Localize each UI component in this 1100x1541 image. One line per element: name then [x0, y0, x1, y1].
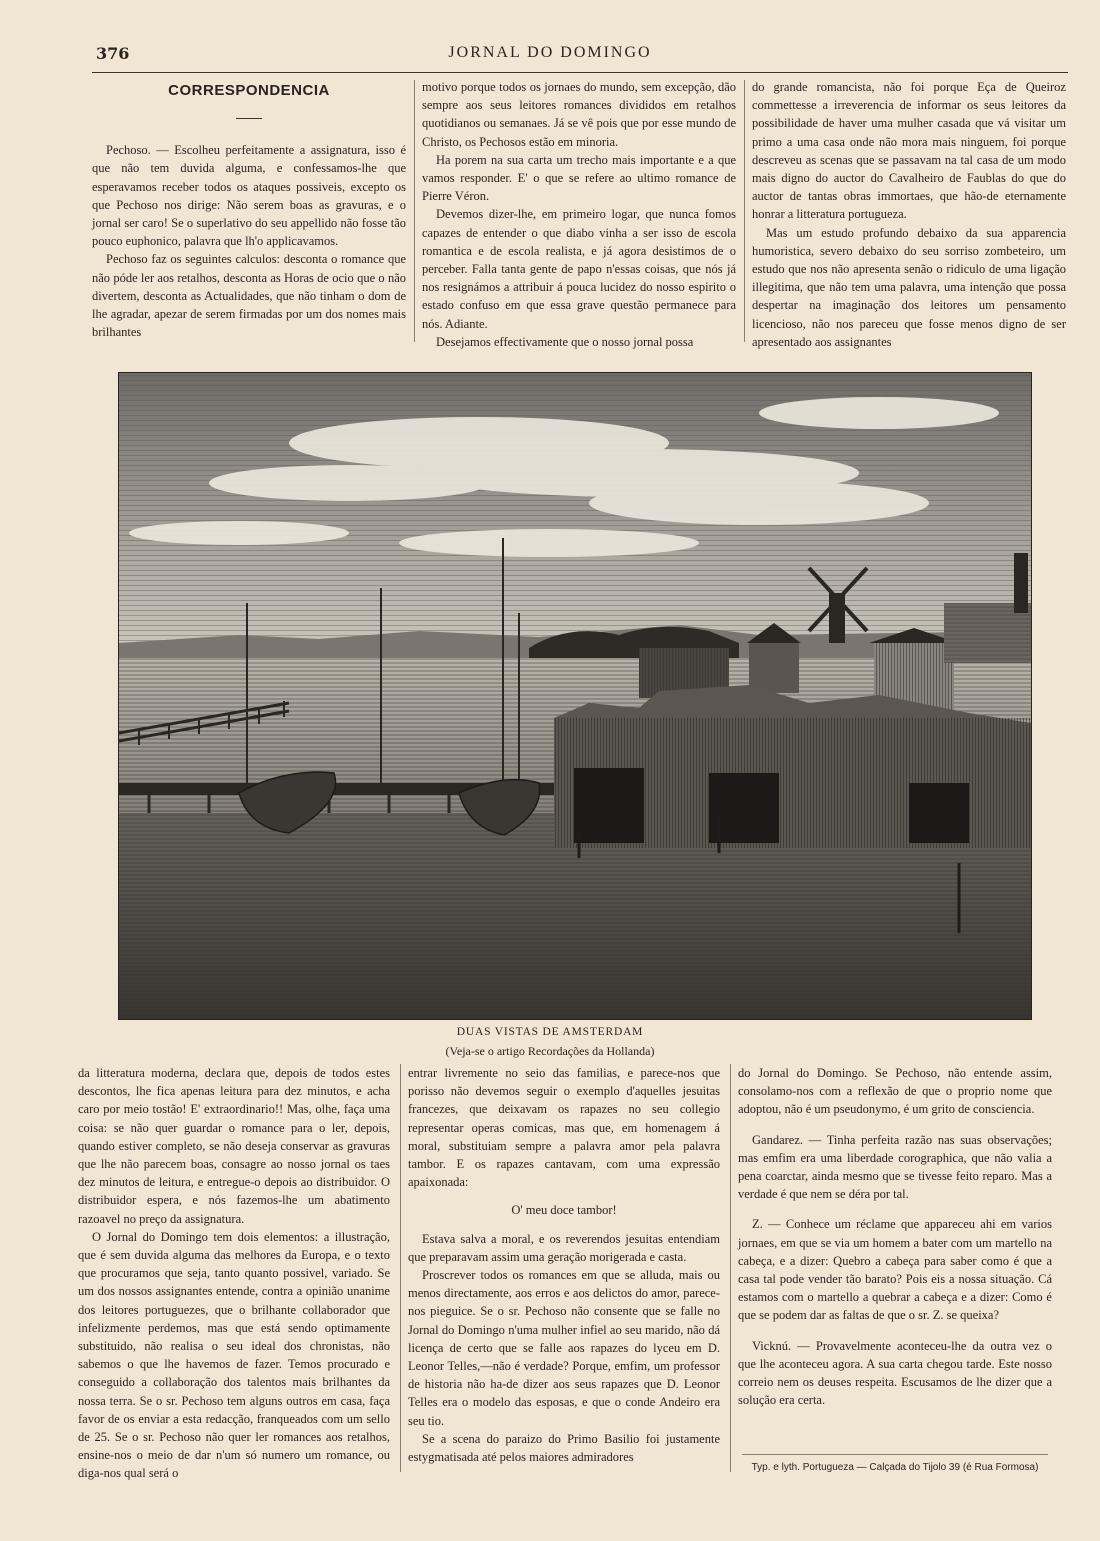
bottom-column-3: [738, 1064, 1052, 1409]
bottom-column-1: [78, 1064, 390, 1483]
bottom-column-2: [408, 1064, 720, 1466]
paragraph: Pechoso. — Escolheu perfeitamente a assignatura, isso é que não tem duvida alguma, e confessamos-lhe que esperavamos receber todos os ataques possiveis, excepto os que Pechoso nos dirige: Não serem boas as gravuras, e o jornal ser caro! Se o superlativo do seu appellido não fosse tão pouco euphonico, palavra que lh'o applicavamos.: [92, 143, 406, 249]
column-divider: [414, 80, 415, 342]
paragraph: Proscrever todos os romances em que se alluda, mais ou menos directamente, aos erros e aos delictos do amor, parece-nos pieguice. Se o sr. Pechoso não consente que se falle no Jornal do Domingo n'uma mulher infiel ao seu marido, não dá licença de certo que se falle aos rapazes do lyceu em D. Leonor Telles,—não é verdade? Porque, emfim, um professor de historia não ha-de dizer aos seus rapazes que D. Leonor Telles era o modelo das esposas, e que o conde Andeiro era seu tio.: [408, 1268, 720, 1428]
quote: O' meu doce tambor!: [511, 1203, 617, 1218]
paragraph: Ha porem na sua carta um trecho mais importante e a que vamos responder. E' o que se refere ao ultimo romance de Pierre Véron.: [422, 152, 736, 204]
paragraph: Vicknú. — Provavelmente aconteceu-lhe da outra vez o que lhe aconteceu agora. A sua carta chegou tarde. Este nosso correio nem os deuses respeita. Escusamos de lhe dizer que a solução era certa.: [738, 1338, 1052, 1408]
paragraph: Desejamos effectivamente que o nosso jornal possa: [436, 334, 694, 349]
engraving-amsterdam: [118, 372, 1032, 1020]
section-title: CORRESPONDENCIA: [168, 82, 330, 99]
paragraph: Z. — Conhece um réclame que appareceu ahi em varios jornaes, em que se via um homem a bater com um martello na cabeça, e a dizer: Quebro a cabeça para saber como é que a casa tal pode vender tão barato? Pois eis a nossa situação. Cá estamos com o martello a quebrar a cabeça e a dizer: Como é que se podem dar as faltas de que o sr. Z. se queixa?: [738, 1217, 1052, 1323]
paragraph: Mas um estudo profundo debaixo da sua apparencia humoristica, severo debaixo do seu sorriso zombeteiro, um estudo que nos não apresenta senão o ridiculo de uma ligação illegitima, que não tem uma palavra, uma intenção que possa despertar na imaginação dos leitores um pensamento licencioso, não nos pareceu que fosse menos digno de ser apresentado aos assignantes: [752, 225, 1066, 349]
footer-imprint: Typ. e lyth. Portugueza — Calçada do Tijolo 39 (é Rua Formosa): [751, 1462, 1039, 1473]
paragraph: Gandarez. — Tinha perfeita razão nas suas observações; mas emfim era uma liberdade corographica, que não valia a pena coarctar, ainda mesmo que se tivesse feito reparo. Mas a verdade é que nem se déra por tal.: [738, 1132, 1052, 1202]
paragraph: Devemos dizer-lhe, em primeiro logar, que nunca fomos capazes de entender o que diabo vinha a ser isso de escola romantica e de escola realista, e já agora desistimos de o perceber. Falla tanta gente de papo n'essas coisas, que nós já nos resignámos a attribuir á pouca lucidez do nosso espirito o estado confuso em que essa grave questão permanece para nós. Adiante.: [422, 207, 736, 331]
page-number: 376: [96, 44, 130, 63]
paragraph: Se a scena do paraizo do Primo Basilio foi justamente estygmatisada até pelos maiores admiradores: [408, 1431, 720, 1465]
column-divider: [730, 1064, 731, 1472]
paragraph: entrar livremente no seio das familias, e parece-nos que porisso não devemos seguir o exemplo d'aquelles jesuitas francezes, que deixavam os rapazes no seu collegio representar operas comicas, mas que, em homenagem á moral, substituiam sempre a palavra amor pela palavra tambor. E os rapazes cantavam, com uma expressão apaixonada:: [408, 1066, 720, 1190]
top-column-1: [92, 82, 406, 341]
footer-rule: [742, 1454, 1048, 1455]
section-rule: [236, 118, 262, 119]
paragraph: O Jornal do Domingo tem dois elementos: a illustração, que é sem duvida alguma das melhores da Europa, e o texto que procuramos que seja, tanto quanto possivel, variado. Se um dos nossos assignantes entende, contra a opinião unanime dos leitores portuguezes, que o brilhante collaborador que infelizmente perdemos, mas que está sendo optimamente substituido, não realisa o seu ideal dos chronistas, não sabemos o que lhe havemos de fazer. Temos procurado e conseguido a collaboração dos talentos mais brilhantes da nossa terra. Se o sr. Pechoso tem alguns outros em casa, faça favor de os enviar a esta redacção, franqueados com um sello de 25. Se o sr. Pechoso não quer ler romances aos retalhos, ensine-nos o meio de dar n'um só numero um romance, ou diga-nos qual será o: [78, 1229, 390, 1481]
column-divider: [744, 80, 745, 342]
paragraph: motivo porque todos os jornaes do mundo, sem excepção, dão sempre aos seus leitores romances divididos em retalhos quotidianos ou semanaes. Já se vê pois que por esse mundo de Christo, os Pechosos estão em minoria.: [422, 80, 736, 149]
header-rule: [92, 72, 1068, 73]
engraving-subcaption: (Veja-se o artigo Recordações da Hollanda): [445, 1044, 655, 1058]
journal-title: JORNAL DO DOMINGO: [448, 44, 652, 61]
column-divider: [400, 1064, 401, 1472]
paragraph: da litteratura moderna, declara que, depois de todos estes descontos, lhe fica apenas leitura para dez minutos, e acha caro por meio tostão! E' extraordinario!! Mas, olhe, faça uma coisa: se não quer guardar o romance para o ler, depois, quando estiver completo, se não deseja conservar as gravuras que lhe não parecem boas, consagre ao nosso jornal os taes dez minutos de leitura, e entregue-o depois ao distribuidor. O distribuidor espera, e nós fazemos-lhe um abatimento razoavel no preço da assignatura.: [78, 1066, 390, 1226]
paragraph: do Jornal do Domingo. Se Pechoso, não entende assim, consolamo-nos com a reflexão de que o proprio nome que adoptou, não é um pseudonymo, é um grito de consciencia.: [738, 1066, 1052, 1117]
paragraph: Pechoso faz os seguintes calculos: desconta o romance que não póde ler aos retalhos, desconta as Horas de ocio que o não divertem, desconta as Actualidades, que não tinham o dom de lhe agradar, apezar de serem firmadas por um dos nomes mais brilhantes: [92, 252, 406, 340]
paragraph: do grande romancista, não foi porque Eça de Queiroz commettesse a irreverencia de informar os seus leitores da possibilidade de haver uma mulher casada que vá visitar um primo a uma casa onde não mora mais ninguem, foi porque descreveu as scenas que se passavam na tal casa de um modo mais digno do auctor do Cavalheiro de Faublas do que do auctor de tantas obras immortaes, que hão-de eternamente honrar a litteratura portugueza.: [752, 80, 1066, 222]
top-column-2: [422, 78, 736, 351]
paragraph: Estava salva a moral, e os reverendos jesuitas entendiam que preparavam assim uma geração morigerada e casta.: [408, 1231, 720, 1264]
engraving-caption: DUAS VISTAS DE AMSTERDAM: [456, 1026, 644, 1038]
top-column-3: [752, 78, 1066, 351]
engraving-illustration: [119, 373, 1031, 1019]
